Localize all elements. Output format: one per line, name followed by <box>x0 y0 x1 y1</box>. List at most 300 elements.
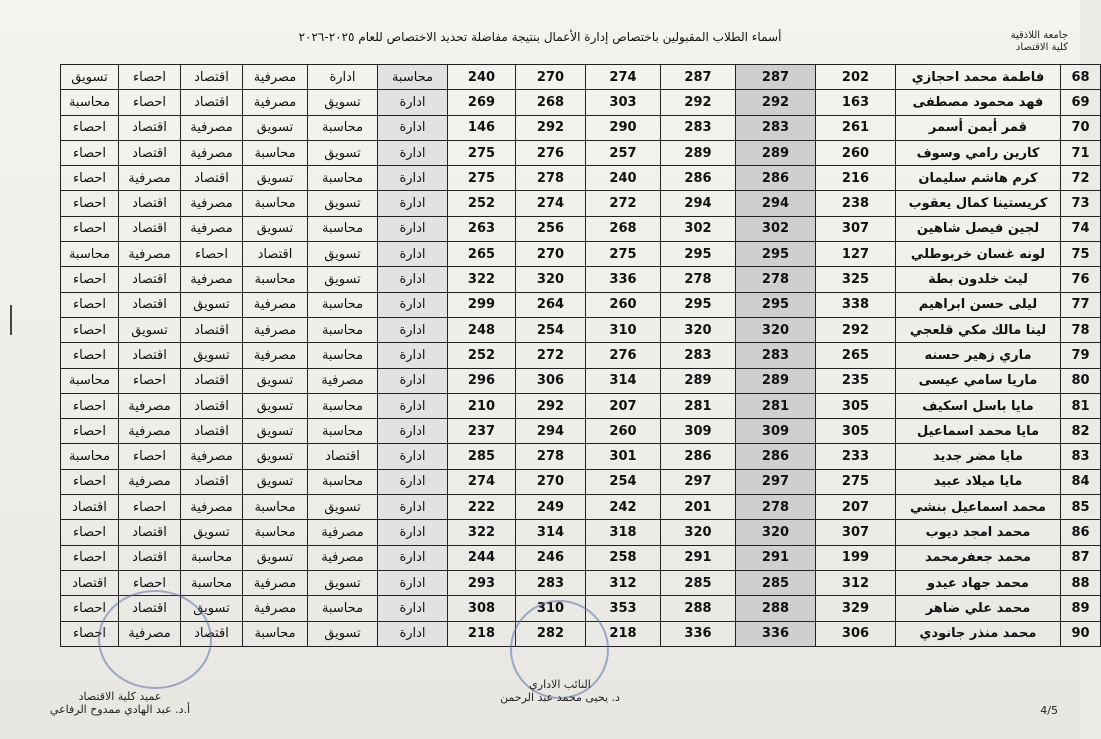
choice-cell: مصرفية <box>119 621 181 646</box>
choice-cell: محاسبة <box>308 419 378 444</box>
choice-cell: محاسبة <box>308 292 378 317</box>
score-cell: 201 <box>661 495 736 520</box>
score-cell: 325 <box>816 267 896 292</box>
student-name: كارين رامي وسوف <box>896 140 1061 165</box>
score-cell: 307 <box>816 216 896 241</box>
score-cell: 294 <box>661 191 736 216</box>
score-cell: 270 <box>516 242 586 267</box>
deputy-name: د. يحيى محمد عبد الرحمن <box>500 691 620 704</box>
score-cell: 292 <box>516 393 586 418</box>
score-cell: 286 <box>661 444 736 469</box>
score-cell: 288 <box>736 596 816 621</box>
score-cell: 312 <box>586 570 661 595</box>
choice-cell: مصرفية <box>181 140 243 165</box>
score-cell: 338 <box>816 292 896 317</box>
score-cell: 278 <box>516 166 586 191</box>
choice-cell: اقتصاد <box>181 419 243 444</box>
table-row <box>61 495 1101 520</box>
row-number: 78 <box>1061 317 1101 342</box>
table-row <box>61 570 1101 595</box>
score-cell: 292 <box>816 317 896 342</box>
choice-cell: ادارة <box>378 166 448 191</box>
student-name: ليث خلدون بطة <box>896 267 1061 292</box>
score-cell: 218 <box>448 621 516 646</box>
choice-cell: تسويق <box>308 242 378 267</box>
score-cell: 295 <box>736 242 816 267</box>
choice-cell: احصاء <box>61 419 119 444</box>
score-cell: 216 <box>816 166 896 191</box>
score-cell: 233 <box>816 444 896 469</box>
choice-cell: ادارة <box>378 469 448 494</box>
choice-cell: محاسبة <box>243 191 308 216</box>
choice-cell: محاسبة <box>308 216 378 241</box>
score-cell: 237 <box>448 419 516 444</box>
score-cell: 278 <box>736 495 816 520</box>
score-cell: 254 <box>516 317 586 342</box>
score-cell: 289 <box>661 368 736 393</box>
choice-cell: تسويق <box>308 621 378 646</box>
row-number: 70 <box>1061 115 1101 140</box>
score-cell: 274 <box>448 469 516 494</box>
score-cell: 240 <box>586 166 661 191</box>
choice-cell: محاسبة <box>181 545 243 570</box>
score-cell: 353 <box>586 596 661 621</box>
choice-cell: مصرفية <box>243 292 308 317</box>
student-name: مايا باسل اسكيف <box>896 393 1061 418</box>
choice-cell: محاسبة <box>61 444 119 469</box>
score-cell: 285 <box>736 570 816 595</box>
score-cell: 320 <box>661 520 736 545</box>
score-cell: 320 <box>736 317 816 342</box>
choice-cell: ادارة <box>378 444 448 469</box>
choice-cell: تسويق <box>243 166 308 191</box>
choice-cell: تسويق <box>181 596 243 621</box>
dean-name: أ.د. عبد الهادي ممدوح الرفاعي <box>49 703 191 716</box>
choice-cell: اقتصاد <box>181 65 243 90</box>
row-number: 69 <box>1061 90 1101 115</box>
row-number: 75 <box>1061 242 1101 267</box>
choice-cell: مصرفية <box>181 267 243 292</box>
score-cell: 314 <box>586 368 661 393</box>
choice-cell: اقتصاد <box>181 317 243 342</box>
table-row <box>61 166 1101 191</box>
choice-cell: ادارة <box>378 368 448 393</box>
row-number: 81 <box>1061 393 1101 418</box>
score-cell: 336 <box>736 621 816 646</box>
choice-cell: احصاء <box>119 90 181 115</box>
score-cell: 292 <box>661 90 736 115</box>
choice-cell: مصرفية <box>243 596 308 621</box>
student-name: محمد جهاد عيدو <box>896 570 1061 595</box>
score-cell: 264 <box>516 292 586 317</box>
score-cell: 302 <box>661 216 736 241</box>
choice-cell: تسويق <box>308 495 378 520</box>
score-cell: 207 <box>586 393 661 418</box>
score-cell: 288 <box>661 596 736 621</box>
choice-cell: تسويق <box>243 115 308 140</box>
table-row <box>61 343 1101 368</box>
score-cell: 302 <box>736 216 816 241</box>
choice-cell: مصرفية <box>308 520 378 545</box>
choice-cell: اقتصاد <box>61 570 119 595</box>
punch-mark <box>10 305 12 335</box>
score-cell: 127 <box>816 242 896 267</box>
choice-cell: محاسبة <box>243 495 308 520</box>
table-row <box>61 444 1101 469</box>
choice-cell: تسويق <box>243 419 308 444</box>
choice-cell: ادارة <box>378 292 448 317</box>
choice-cell: مصرفية <box>308 368 378 393</box>
score-cell: 268 <box>586 216 661 241</box>
student-name: لينا مالك مكي قلعجي <box>896 317 1061 342</box>
choice-cell: محاسبة <box>61 90 119 115</box>
university-header <box>996 30 1068 54</box>
score-cell: 287 <box>736 65 816 90</box>
choice-cell: اقتصاد <box>181 166 243 191</box>
row-number: 79 <box>1061 343 1101 368</box>
table-row <box>61 419 1101 444</box>
score-cell: 301 <box>586 444 661 469</box>
score-cell: 318 <box>586 520 661 545</box>
choice-cell: ادارة <box>308 65 378 90</box>
choice-cell: محاسبة <box>243 520 308 545</box>
student-name: مايا محمد اسماعيل <box>896 419 1061 444</box>
score-cell: 278 <box>736 267 816 292</box>
score-cell: 260 <box>586 419 661 444</box>
table-row <box>61 393 1101 418</box>
table-row <box>61 65 1101 90</box>
choice-cell: ادارة <box>378 90 448 115</box>
score-cell: 199 <box>816 545 896 570</box>
score-cell: 283 <box>736 343 816 368</box>
choice-cell: تسويق <box>61 65 119 90</box>
score-cell: 291 <box>661 545 736 570</box>
choice-cell: ادارة <box>378 520 448 545</box>
dean-title: عميد كلية الاقتصاد <box>78 690 162 703</box>
score-cell: 290 <box>586 115 661 140</box>
choice-cell: ادارة <box>378 596 448 621</box>
choice-cell: احصاء <box>61 267 119 292</box>
score-cell: 294 <box>516 419 586 444</box>
score-cell: 292 <box>516 115 586 140</box>
score-cell: 272 <box>516 343 586 368</box>
choice-cell: محاسبة <box>308 393 378 418</box>
score-cell: 275 <box>448 166 516 191</box>
choice-cell: اقتصاد <box>119 191 181 216</box>
student-name: محمد اسماعيل بنشي <box>896 495 1061 520</box>
choice-cell: احصاء <box>61 292 119 317</box>
choice-cell: احصاء <box>61 317 119 342</box>
score-cell: 260 <box>816 140 896 165</box>
choice-cell: تسويق <box>243 444 308 469</box>
choice-cell: ادارة <box>378 495 448 520</box>
score-cell: 320 <box>516 267 586 292</box>
deputy-title: النائب الاداري <box>529 678 591 691</box>
choice-cell: مصرفية <box>308 545 378 570</box>
score-cell: 278 <box>661 267 736 292</box>
page-number: 4/5 <box>1040 704 1058 717</box>
score-cell: 299 <box>448 292 516 317</box>
choice-cell: اقتصاد <box>181 469 243 494</box>
choice-cell: تسويق <box>243 469 308 494</box>
choice-cell: محاسبة <box>308 469 378 494</box>
choice-cell: مصرفية <box>119 419 181 444</box>
table-row <box>61 317 1101 342</box>
choice-cell: اقتصاد <box>119 520 181 545</box>
score-cell: 336 <box>586 267 661 292</box>
score-cell: 270 <box>516 65 586 90</box>
table-row <box>61 545 1101 570</box>
choice-cell: محاسبة <box>181 570 243 595</box>
choice-cell: مصرفية <box>119 242 181 267</box>
choice-cell: اقتصاد <box>119 140 181 165</box>
choice-cell: تسويق <box>308 90 378 115</box>
score-cell: 275 <box>448 140 516 165</box>
choice-cell: مصرفية <box>181 444 243 469</box>
choice-cell: احصاء <box>61 343 119 368</box>
score-cell: 269 <box>448 90 516 115</box>
score-cell: 260 <box>586 292 661 317</box>
choice-cell: ادارة <box>378 216 448 241</box>
score-cell: 306 <box>816 621 896 646</box>
score-cell: 252 <box>448 343 516 368</box>
score-cell: 275 <box>586 242 661 267</box>
score-cell: 305 <box>816 419 896 444</box>
choice-cell: تسويق <box>181 520 243 545</box>
choice-cell: احصاء <box>61 469 119 494</box>
score-cell: 303 <box>586 90 661 115</box>
score-cell: 249 <box>516 495 586 520</box>
choice-cell: مصرفية <box>119 393 181 418</box>
score-cell: 242 <box>586 495 661 520</box>
score-cell: 210 <box>448 393 516 418</box>
choice-cell: تسويق <box>243 216 308 241</box>
dean-signature-block <box>20 690 220 716</box>
choice-cell: اقتصاد <box>308 444 378 469</box>
row-number: 86 <box>1061 520 1101 545</box>
choice-cell: ادارة <box>378 621 448 646</box>
choice-cell: احصاء <box>61 596 119 621</box>
score-cell: 294 <box>736 191 816 216</box>
document-title: أسماء الطلاب المقبولين باختصاص إدارة الأعمال بنتيجة مفاضلة تحديد الاختصاص للعام ٢٠٢٥-٢٠٢٦ <box>298 30 782 44</box>
choice-cell: ادارة <box>378 191 448 216</box>
student-name: مايا ميلاد عبيد <box>896 469 1061 494</box>
table-row <box>61 267 1101 292</box>
score-cell: 265 <box>816 343 896 368</box>
score-cell: 261 <box>816 115 896 140</box>
choice-cell: ادارة <box>378 115 448 140</box>
score-cell: 314 <box>516 520 586 545</box>
student-name: لجين فيصل شاهين <box>896 216 1061 241</box>
score-cell: 146 <box>448 115 516 140</box>
row-number: 90 <box>1061 621 1101 646</box>
choice-cell: تسويق <box>308 140 378 165</box>
score-cell: 320 <box>736 520 816 545</box>
score-cell: 163 <box>816 90 896 115</box>
score-cell: 295 <box>661 292 736 317</box>
student-name: ماري زهير حسنه <box>896 343 1061 368</box>
choice-cell: احصاء <box>119 368 181 393</box>
table-row <box>61 520 1101 545</box>
deputy-signature-block <box>470 678 650 704</box>
choice-cell: اقتصاد <box>119 216 181 241</box>
choice-cell: احصاء <box>61 520 119 545</box>
choice-cell: محاسبة <box>61 368 119 393</box>
score-cell: 293 <box>448 570 516 595</box>
score-cell: 248 <box>448 317 516 342</box>
choice-cell: مصرفية <box>119 469 181 494</box>
score-cell: 270 <box>516 469 586 494</box>
score-cell: 295 <box>661 242 736 267</box>
score-cell: 312 <box>816 570 896 595</box>
student-name: محمد علي ضاهر <box>896 596 1061 621</box>
score-cell: 272 <box>586 191 661 216</box>
choice-cell: اقتصاد <box>181 90 243 115</box>
choice-cell: تسويق <box>243 393 308 418</box>
choice-cell: ادارة <box>378 570 448 595</box>
score-cell: 297 <box>661 469 736 494</box>
score-cell: 265 <box>448 242 516 267</box>
row-number: 80 <box>1061 368 1101 393</box>
choice-cell: اقتصاد <box>243 242 308 267</box>
choice-cell: مصرفية <box>181 495 243 520</box>
choice-cell: مصرفية <box>243 570 308 595</box>
choice-cell: احصاء <box>181 242 243 267</box>
row-number: 89 <box>1061 596 1101 621</box>
score-cell: 268 <box>516 90 586 115</box>
score-cell: 276 <box>586 343 661 368</box>
choice-cell: مصرفية <box>243 317 308 342</box>
choice-cell: احصاء <box>61 115 119 140</box>
score-cell: 283 <box>661 343 736 368</box>
choice-cell: تسويق <box>181 292 243 317</box>
student-name: مايا مضر جديد <box>896 444 1061 469</box>
choice-cell: ادارة <box>378 267 448 292</box>
choice-cell: مصرفية <box>243 65 308 90</box>
student-name: محمد منذر جانودي <box>896 621 1061 646</box>
score-cell: 297 <box>736 469 816 494</box>
choice-cell: مصرفية <box>181 216 243 241</box>
score-cell: 274 <box>586 65 661 90</box>
university-name: جامعة اللاذقية <box>1010 30 1068 41</box>
score-cell: 218 <box>586 621 661 646</box>
score-cell: 246 <box>516 545 586 570</box>
choice-cell: محاسبة <box>378 65 448 90</box>
choice-cell: اقتصاد <box>181 393 243 418</box>
choice-cell: اقتصاد <box>61 495 119 520</box>
choice-cell: احصاء <box>61 166 119 191</box>
choice-cell: ادارة <box>378 393 448 418</box>
choice-cell: احصاء <box>119 444 181 469</box>
choice-cell: اقتصاد <box>119 292 181 317</box>
score-cell: 285 <box>661 570 736 595</box>
choice-cell: ادارة <box>378 140 448 165</box>
score-cell: 283 <box>516 570 586 595</box>
choice-cell: احصاء <box>61 191 119 216</box>
score-cell: 309 <box>661 419 736 444</box>
row-number: 83 <box>1061 444 1101 469</box>
choice-cell: اقتصاد <box>119 596 181 621</box>
student-name: ليلى حسن ابراهيم <box>896 292 1061 317</box>
choice-cell: احصاء <box>61 393 119 418</box>
score-cell: 289 <box>661 140 736 165</box>
score-cell: 329 <box>816 596 896 621</box>
choice-cell: مصرفية <box>243 343 308 368</box>
choice-cell: احصاء <box>61 621 119 646</box>
choice-cell: ادارة <box>378 242 448 267</box>
score-cell: 274 <box>516 191 586 216</box>
score-cell: 222 <box>448 495 516 520</box>
choice-cell: اقتصاد <box>181 621 243 646</box>
student-name: فاطمة محمد احجازي <box>896 65 1061 90</box>
choice-cell: ادارة <box>378 343 448 368</box>
score-cell: 336 <box>661 621 736 646</box>
row-number: 77 <box>1061 292 1101 317</box>
score-cell: 254 <box>586 469 661 494</box>
table-row <box>61 115 1101 140</box>
student-name: فهد محمود مصطفى <box>896 90 1061 115</box>
choice-cell: تسويق <box>308 267 378 292</box>
choice-cell: محاسبة <box>243 140 308 165</box>
row-number: 73 <box>1061 191 1101 216</box>
row-number: 84 <box>1061 469 1101 494</box>
table-row <box>61 90 1101 115</box>
choice-cell: محاسبة <box>308 343 378 368</box>
choice-cell: احصاء <box>119 65 181 90</box>
score-cell: 283 <box>661 115 736 140</box>
students-table <box>60 64 1101 647</box>
table-row <box>61 242 1101 267</box>
faculty-name: كلية الاقتصاد <box>1015 42 1068 53</box>
choice-cell: مصرفية <box>243 90 308 115</box>
choice-cell: اقتصاد <box>119 545 181 570</box>
choice-cell: اقتصاد <box>119 115 181 140</box>
score-cell: 238 <box>816 191 896 216</box>
student-name: كرم هاشم سليمان <box>896 166 1061 191</box>
choice-cell: ادارة <box>378 317 448 342</box>
choice-cell: اقتصاد <box>119 343 181 368</box>
score-cell: 320 <box>661 317 736 342</box>
score-cell: 281 <box>661 393 736 418</box>
score-cell: 202 <box>816 65 896 90</box>
choice-cell: مصرفية <box>181 115 243 140</box>
score-cell: 281 <box>736 393 816 418</box>
choice-cell: اقتصاد <box>119 267 181 292</box>
choice-cell: محاسبة <box>308 115 378 140</box>
score-cell: 291 <box>736 545 816 570</box>
score-cell: 295 <box>736 292 816 317</box>
table-row <box>61 191 1101 216</box>
table-row <box>61 368 1101 393</box>
score-cell: 235 <box>816 368 896 393</box>
table-row <box>61 216 1101 241</box>
choice-cell: تسويق <box>243 545 308 570</box>
score-cell: 258 <box>586 545 661 570</box>
choice-cell: تسويق <box>243 368 308 393</box>
row-number: 68 <box>1061 65 1101 90</box>
choice-cell: احصاء <box>61 216 119 241</box>
choice-cell: محاسبة <box>61 242 119 267</box>
student-name: محمد جعفرمحمد <box>896 545 1061 570</box>
score-cell: 305 <box>816 393 896 418</box>
score-cell: 276 <box>516 140 586 165</box>
row-number: 88 <box>1061 570 1101 595</box>
choice-cell: تسويق <box>308 191 378 216</box>
score-cell: 244 <box>448 545 516 570</box>
score-cell: 286 <box>736 444 816 469</box>
score-cell: 252 <box>448 191 516 216</box>
row-number: 85 <box>1061 495 1101 520</box>
